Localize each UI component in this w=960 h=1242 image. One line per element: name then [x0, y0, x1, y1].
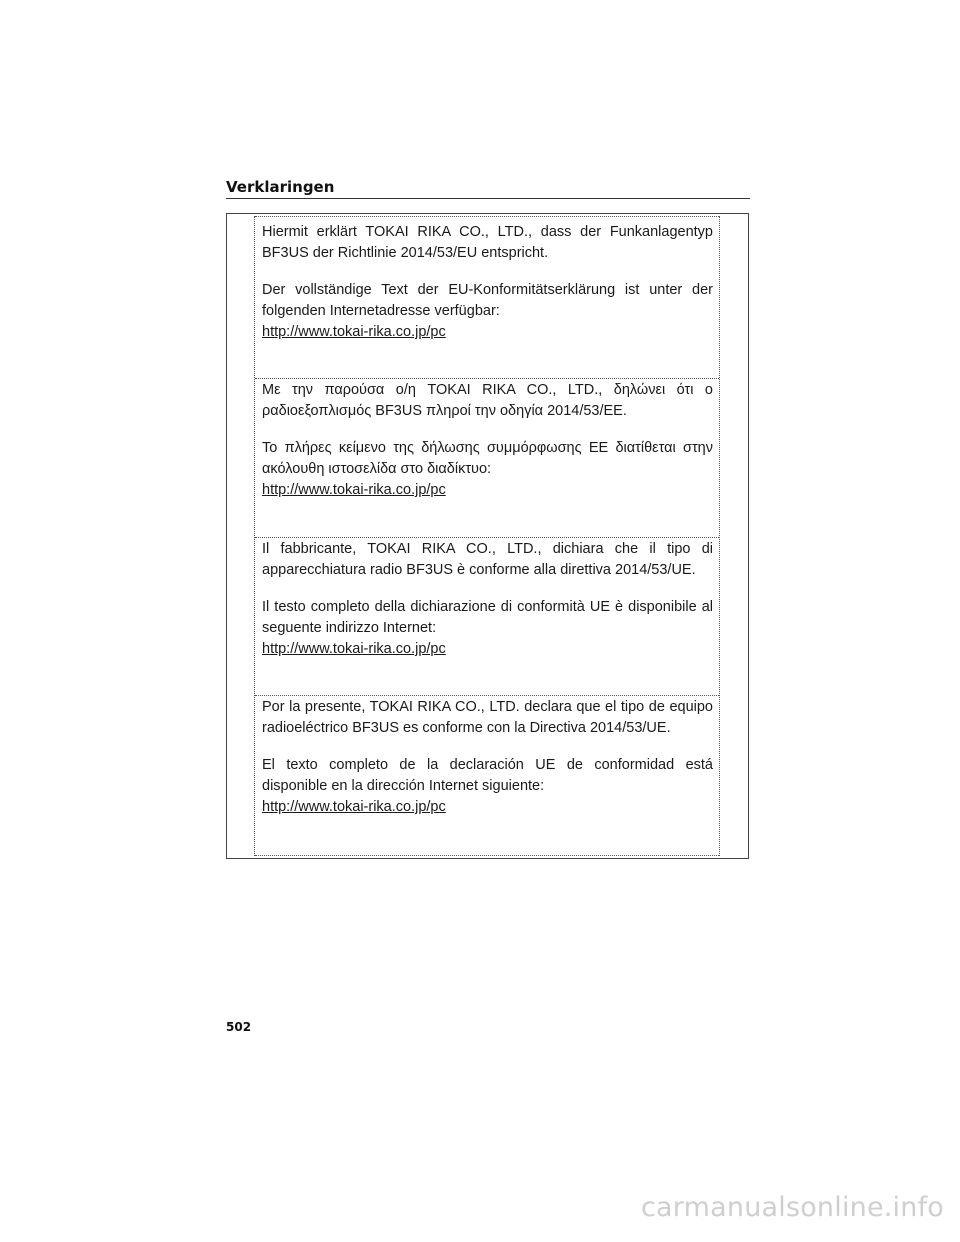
declaration-italian	[255, 537, 719, 695]
declaration-statement: Por la presente, TOKAI RIKA CO., LTD. declara que el tipo de equipo radioeléctrico BF3US es conforme con la Directiva 2014/53/UE.	[262, 699, 713, 736]
declaration-availability: Το πλήρες κείμενο της δήλωσης συμμόρφωσης ΕΕ διατίθεται στην ακόλουθη ιστοσελίδα στο διαδίκτυο:	[262, 440, 713, 477]
declaration-url-link[interactable]: http://www.tokai-rika.co.jp/pc	[262, 641, 446, 657]
declaration-availability: Der vollständige Text der EU-Konformitätserklärung ist unter der folgenden Internetadresse verfügbar:	[262, 282, 713, 319]
declaration-german	[255, 216, 719, 378]
declaration-spanish	[255, 695, 719, 856]
declaration-url-link[interactable]: http://www.tokai-rika.co.jp/pc	[262, 482, 446, 498]
declaration-statement: Il fabbricante, TOKAI RIKA CO., LTD., dichiara che il tipo di apparecchiatura radio BF3US è conforme alla direttiva 2014/53/UE.	[262, 541, 713, 578]
title-divider	[226, 198, 750, 199]
declaration-availability: El texto completo de la declaración UE de conformidad está disponible en la dirección Internet siguiente:	[262, 757, 713, 794]
declaration-greek	[255, 378, 719, 537]
declaration-url-link[interactable]: http://www.tokai-rika.co.jp/pc	[262, 324, 446, 340]
declarations-box	[254, 216, 720, 856]
declaration-statement: Hiermit erklärt TOKAI RIKA CO., LTD., dass der Funkanlagentyp BF3US der Richtlinie 2014/53/EU entspricht.	[262, 224, 713, 261]
watermark-text: carmanualsonline.info	[641, 1192, 944, 1223]
page-number: 502	[226, 1020, 252, 1034]
section-title: Verklaringen	[226, 178, 335, 196]
declaration-statement: Με την παρούσα ο/η TOKAI RIKA CO., LTD., δηλώνει ότι ο ραδιοεξοπλισμός BF3US πληροί την οδηγία 2014/53/ΕΕ.	[262, 382, 713, 419]
declaration-availability: Il testo completo della dichiarazione di conformità UE è disponibile al seguente indirizzo Internet:	[262, 599, 713, 636]
declaration-url-link[interactable]: http://www.tokai-rika.co.jp/pc	[262, 799, 446, 815]
